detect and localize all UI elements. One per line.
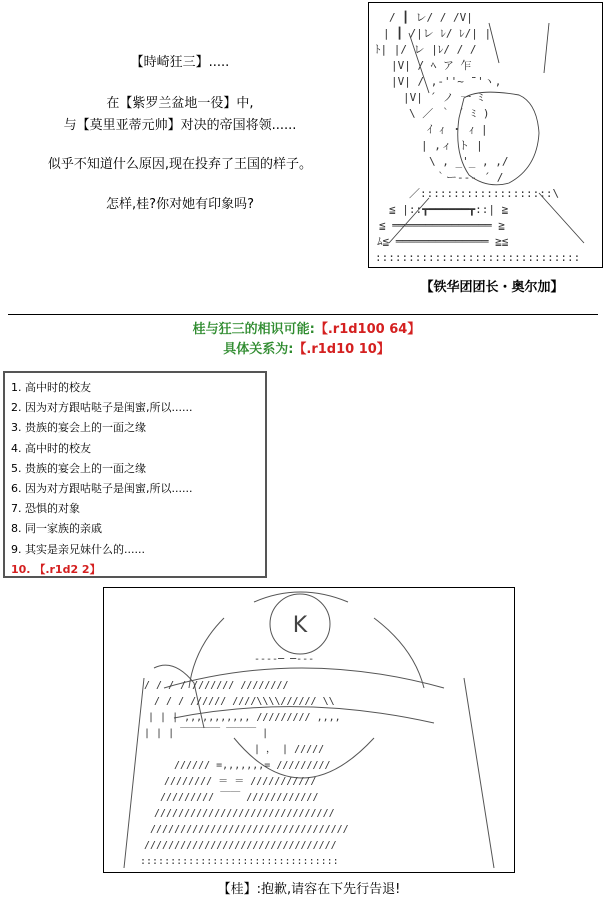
narration-line-2: 在【紫罗兰盆地一役】中, xyxy=(106,96,254,111)
svg-text:ﾑ≦ ══════════════ ≧≦: ﾑ≦ ══════════════ ≧≦ xyxy=(377,235,509,248)
roll-line-1-prefix: 桂与狂三的相识可能: xyxy=(192,322,315,337)
svg-text:/ / / / /////// ////////: / / / / /////// //////// xyxy=(144,680,289,691)
list-item: 8. 同一家族的亲戚 xyxy=(11,522,102,536)
list-item: 4. 高中时的校友 xyxy=(11,441,91,455)
svg-text://////////////////////////////: ////////////////////////////// xyxy=(154,808,335,819)
list-item: 2. 因为对方跟咕哒子是闺蜜,所以...... xyxy=(11,401,193,415)
svg-text:| ， | /////: | ， | ///// xyxy=(254,744,325,755)
svg-text://////// ＝ ＝ ///////////: //////// ＝ ＝ /////////// xyxy=(164,776,317,787)
svg-text:| | | ,,,,,,,,,,, ///////// ,,: | | | ,,,,,,,,,,, ///////// ,,,, xyxy=(148,712,341,723)
svg-text:///////// ￣￣ ////////////: ///////// ￣￣ //////////// xyxy=(160,792,319,803)
svg-text:\ , _'_ , ,/: \ , _'_ , ,/ xyxy=(429,155,509,168)
svg-text:/ ┃ レ/ / /V|: / ┃ レ/ / /V| xyxy=(389,11,473,24)
svg-text:|V| ´ ノ 一 ﾐ: |V| ´ ノ 一 ﾐ xyxy=(403,91,484,104)
svg-text://////////////////////////////: //////////////////////////////// xyxy=(144,840,337,851)
list-item: 5. 贵族的宴会上的一面之缘 xyxy=(11,461,146,475)
narration-line-1: 【時崎狂三】..... xyxy=(130,55,230,70)
list-item-selected: 10. 【.r1d2 2】 xyxy=(11,562,101,576)
list-item: 6. 因为对方跟咕哒子是闺蜜,所以...... xyxy=(11,482,193,496)
list-item: 9. 其实是亲兄妹什么的...... xyxy=(11,542,145,556)
list-item: 7. 恐惧的对象 xyxy=(11,502,80,516)
svg-text:::::::::::::::::::::::::::::::: ::::::::::::::::::::::::::::::: xyxy=(375,251,581,264)
svg-text://////////////////////////////: ///////////////////////////////// xyxy=(150,824,349,835)
svg-text:\ ／ ｀ ´ ﾐ ): \ ／ ｀ ´ ﾐ ) xyxy=(409,107,490,120)
svg-text:-‐-‐─ ─‐-‐: -‐-‐─ ─‐-‐ xyxy=(254,654,315,665)
roll-line-1-result: 【.r1d100 64】 xyxy=(314,322,421,337)
top-caption: 【铁华团团长・奥尔加】 xyxy=(420,280,564,295)
katsura-ascii-art-illustration xyxy=(104,588,514,872)
svg-text:≦ ═══════════════ ≧: ≦ ═══════════════ ≧ xyxy=(379,219,505,232)
svg-text:｀ー‐‐‐ ´ /: ｀ー‐‐‐ ´ / xyxy=(435,171,504,184)
relationship-options-list xyxy=(3,371,267,578)
cap-badge-letter: K xyxy=(292,613,308,638)
narration-line-3: 与【莫里亚蒂元帅】对决的帝国将领...... xyxy=(63,118,297,133)
list-item: 1. 高中时的校友 xyxy=(11,381,91,394)
svg-text:／::::::::::::::::::::\: ／::::::::::::::::::::\ xyxy=(409,187,560,200)
roll-line-1 xyxy=(0,318,613,337)
svg-text:| ,ィ ト |: | ,ィ ト | xyxy=(421,139,483,152)
bottom-caption: 【桂】:抱歉,请容在下先行告退! xyxy=(217,882,401,897)
svg-text:/ / / ////// ////\\\\////// \: / / / ////// ////\\\\////// \\ xyxy=(154,696,335,707)
svg-text:|V| / ﾍ ア 乍: |V| / ﾍ ア 乍 xyxy=(391,59,472,72)
list-item: 3. 贵族的宴会上的一面之缘 xyxy=(11,421,146,435)
orga-ascii-art-illustration xyxy=(369,3,602,267)
svg-text:≦ |::┳━━━━━━┳::| ≧: ≦ |::┳━━━━━━┳::| ≧ xyxy=(389,203,509,216)
orga-ascii-art-frame xyxy=(368,2,603,268)
svg-text:ｲ ｨ ・ ｨ |: ｲ ｨ ・ ｨ | xyxy=(427,123,488,136)
section-divider xyxy=(8,314,598,315)
roll-line-2 xyxy=(0,338,613,357)
svg-text:ﾄ| |/ レ |ﾚ/ / /: ﾄ| |/ レ |ﾚ/ / / xyxy=(375,43,477,56)
narration-line-4: 似乎不知道什么原因,现在投弃了王国的样子。 xyxy=(47,157,313,172)
svg-text:|V| / ,-''~ ̄¨'ヽ,: |V| / ,-''~ ̄¨'ヽ, xyxy=(391,75,502,88)
svg-text:| | | ￣￣￣￣ ￣￣￣ |: | | | ￣￣￣￣ ￣￣￣ | xyxy=(144,728,269,739)
svg-text:| ┃ /|レ ﾚ/ ﾚ/| |: | ┃ /|レ ﾚ/ ﾚ/| | xyxy=(383,27,492,40)
svg-text:////// =,,,,,,,= /////////: ////// =,,,,,,,= ///////// xyxy=(174,760,331,771)
svg-text:::::::::::::::::::::::::::::::: ::::::::::::::::::::::::::::::::: xyxy=(140,856,339,867)
roll-line-2-prefix: 具体关系为: xyxy=(223,342,294,357)
katsura-ascii-art-frame xyxy=(103,587,515,873)
narration-line-5: 怎样,桂?你对她有印象吗? xyxy=(106,197,254,212)
roll-line-2-result: 【.r1d10 10】 xyxy=(293,342,390,357)
